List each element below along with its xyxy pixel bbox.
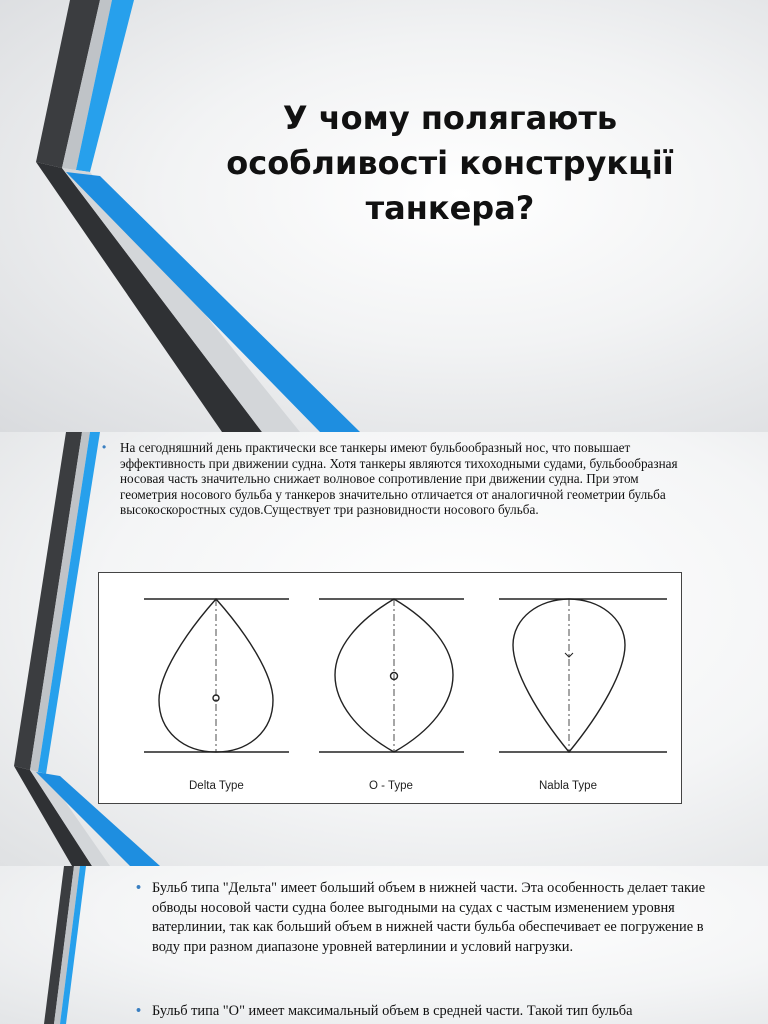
delta-type-label: Delta Type — [189, 780, 244, 792]
bullet-text: На сегодняшний день практически все танкеры имеют бульбообразный нос, что повышает эффективность при движении судна. Хотя танкеры являются тихоходными судами, бульбообразная носовая часть значительно снижает волновое сопротивление при движении судна. При этом геометрия носового бульба у танкеров значительно отличается от аналогичной геометрии бульба высокоскоростных судов.Существует три разновидности носового бульба. — [120, 440, 678, 517]
bullet-text: Бульб типа "О" имеет максимальный объем в средней части. Такой тип бульба — [152, 1003, 633, 1019]
slide-title: У чому полягають особливості конструкції танкера? — [226, 99, 674, 227]
bullet-dot-icon: • — [136, 880, 142, 896]
bulb-types-diagram — [99, 573, 681, 803]
bulb-types-slide — [0, 866, 768, 1024]
bullet-dot-icon: • — [136, 1003, 142, 1019]
decorative-stripes — [0, 866, 120, 1024]
title-slide — [0, 0, 768, 432]
bullet-dot-icon: • — [102, 440, 107, 454]
bullet-intro — [102, 440, 680, 518]
bulb-types-figure — [98, 572, 682, 804]
bullet-delta — [136, 879, 712, 957]
bulb-intro-slide — [0, 432, 768, 866]
nabla-type-label: Nabla Type — [539, 780, 597, 792]
o-type-label: O - Type — [369, 780, 413, 792]
bullet-text: Бульб типа "Дельта" имеет больший объем в нижней части. Эта особенность делает такие обводы носовой части судна более выгодными на судах с частым изменением уровня ватерлинии, так как больший объем в нижней части бульба обеспечивает ее погружение в воду при разном диапазоне уровней ватерлинии и условий нагрузки. — [152, 880, 706, 955]
bullet-o-type — [136, 1002, 712, 1022]
